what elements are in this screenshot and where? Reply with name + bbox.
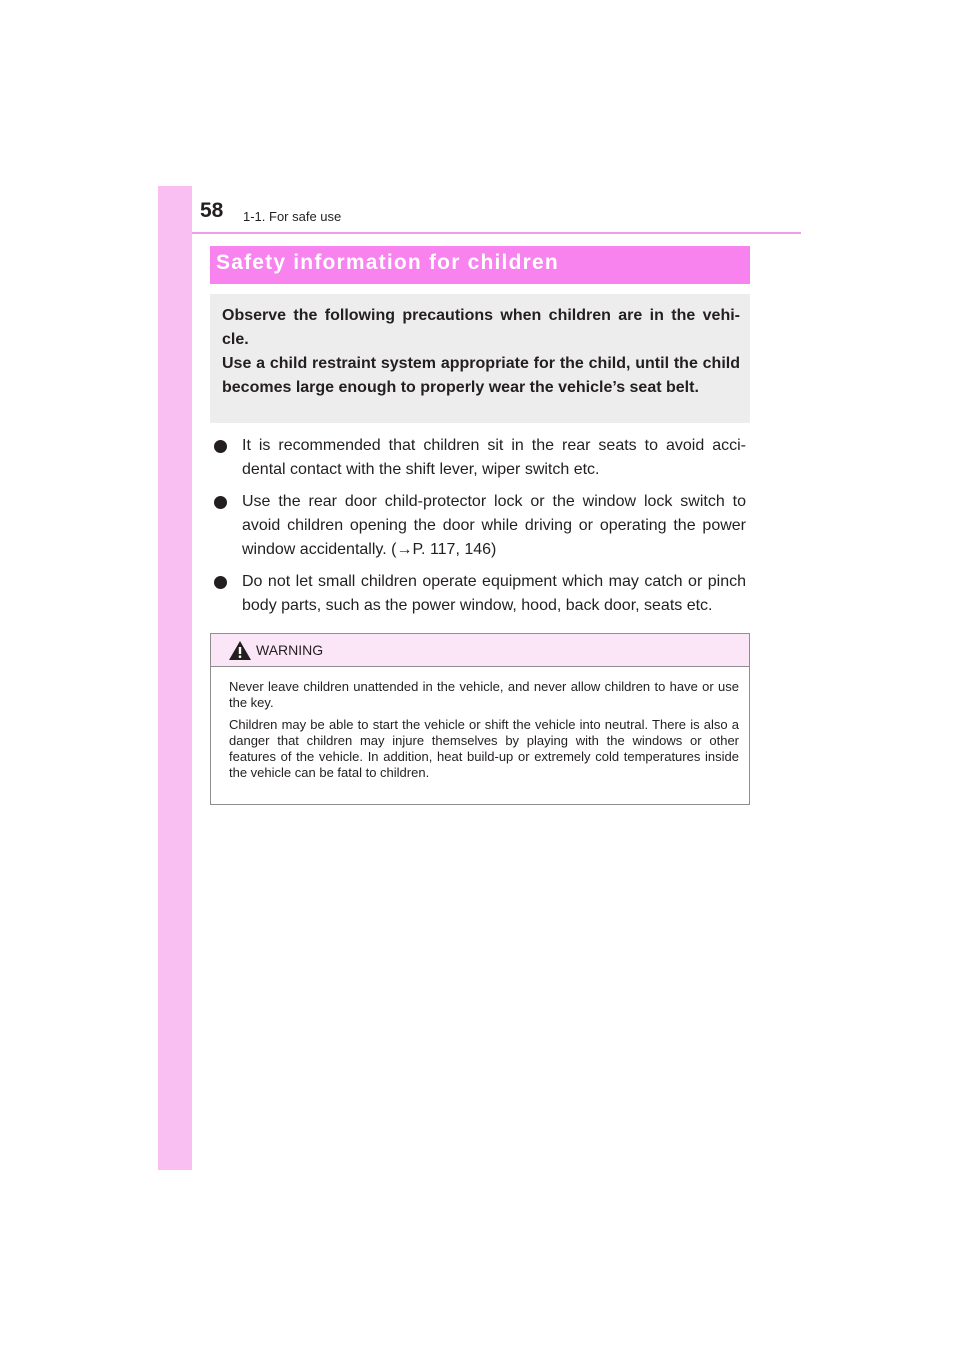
intro-box bbox=[210, 294, 750, 423]
warning-label: WARNING bbox=[256, 642, 324, 658]
list-item bbox=[210, 570, 746, 618]
section-label: 1-1. For safe use bbox=[243, 209, 342, 224]
list-item bbox=[210, 490, 746, 562]
warning-triangle-icon bbox=[228, 640, 252, 661]
header-rule bbox=[192, 232, 801, 234]
intro-paragraph-2: Use a child restraint system appropriate for the child, until the child becomes large enough to properly wear the vehicle’s seat belt. bbox=[222, 355, 740, 396]
page-number: 58 bbox=[200, 199, 224, 222]
bullet-icon bbox=[214, 576, 227, 589]
list-item-text: Use the rear door child-protector lock or the window lock switch to avoid children opening the door while driving or operating the power window accidentally. (→P. 117, 146) bbox=[242, 493, 746, 558]
warning-box bbox=[210, 633, 750, 805]
precaution-list bbox=[210, 434, 746, 626]
bullet-icon bbox=[214, 496, 227, 509]
page-title: Safety information for children bbox=[216, 251, 559, 274]
bullet-icon bbox=[214, 440, 227, 453]
list-item-text: Do not let small children operate equipment which may catch or pinch body parts, such as the power window, hood, back door, seats etc. bbox=[242, 573, 746, 614]
list-item-text: It is recommended that children sit in the rear seats to avoid acci-dental contact with the shift lever, wiper switch etc. bbox=[242, 437, 746, 478]
warning-body bbox=[211, 667, 749, 781]
title-bar bbox=[210, 246, 750, 284]
list-item bbox=[210, 434, 746, 482]
warning-paragraph-1: Never leave children unattended in the vehicle, and never allow children to have or use the key. bbox=[229, 679, 739, 710]
warning-header bbox=[211, 634, 749, 667]
side-tab-strip bbox=[158, 186, 192, 1170]
intro-paragraph-1: Observe the following precautions when children are in the vehi-cle. bbox=[222, 307, 740, 348]
warning-paragraph-2: Children may be able to start the vehicle or shift the vehicle into neutral. There is also a danger that children may injure themselves by playing with the windows or other features of the vehicle. In addition, heat build-up or extremely cold temperatures inside the vehicle can be fatal to children. bbox=[229, 717, 739, 780]
